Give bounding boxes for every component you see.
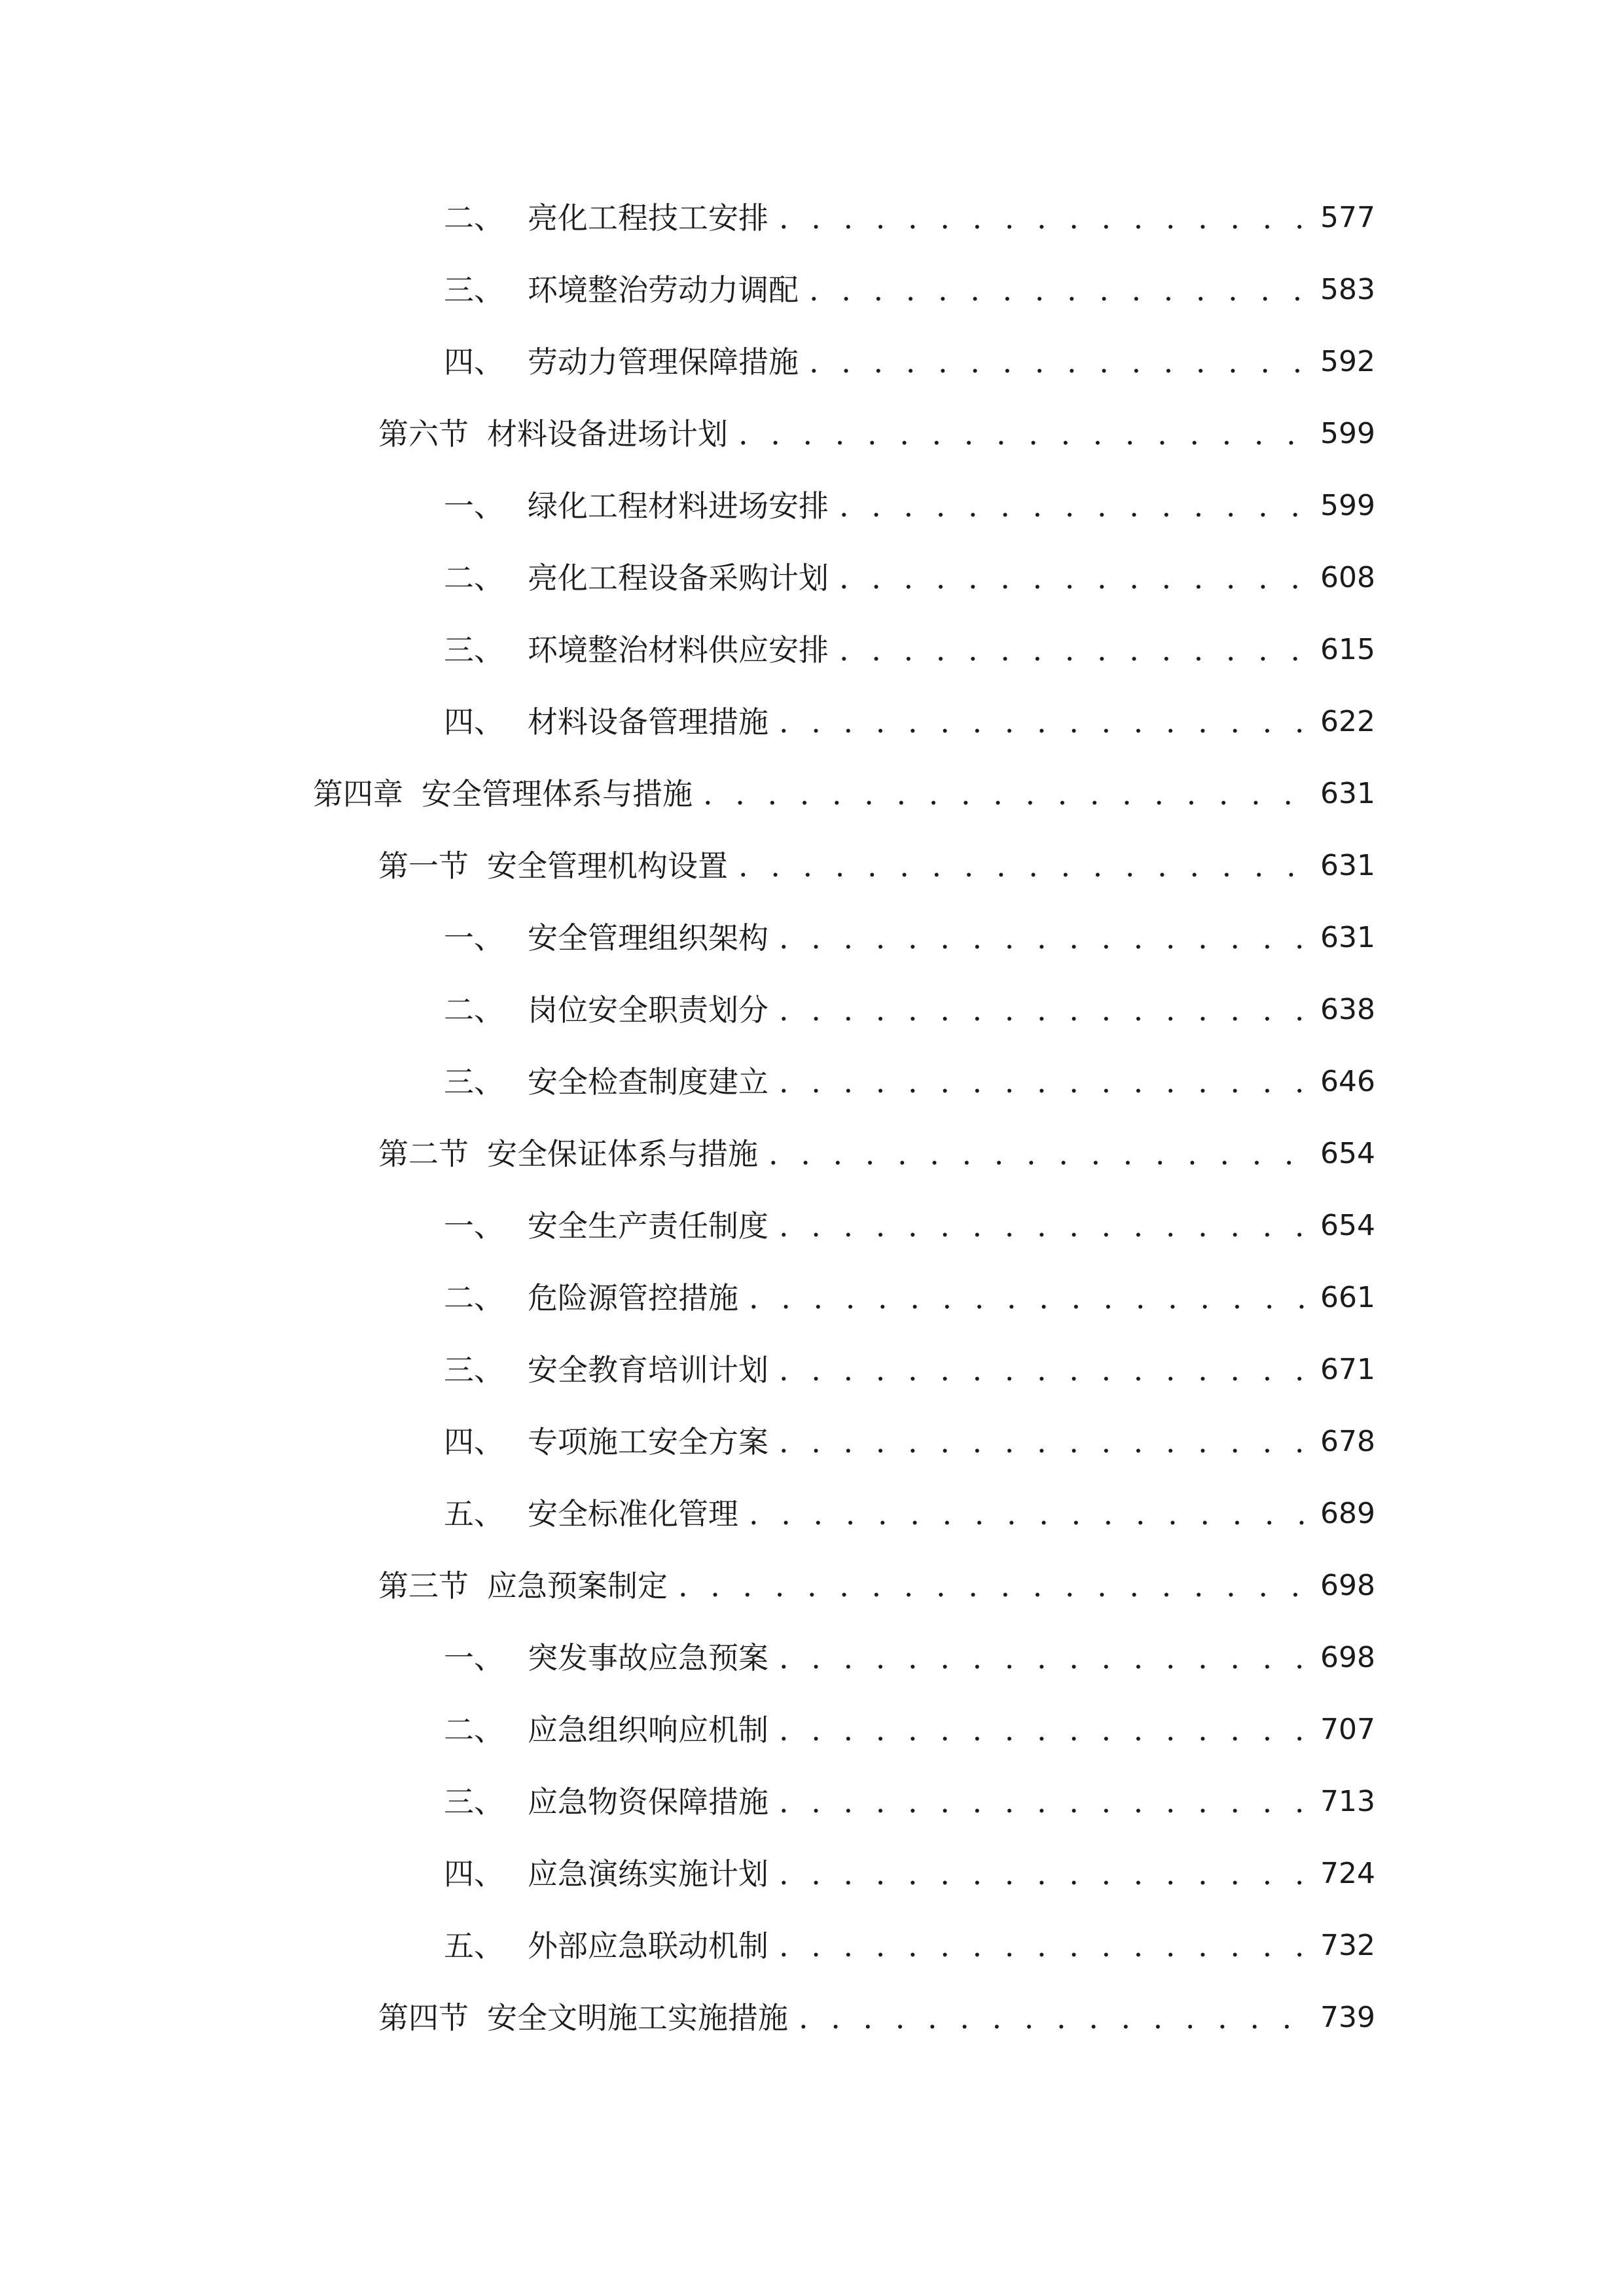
toc-entry-page: 654 xyxy=(1320,1209,1375,1242)
toc-entry-number: 三、 xyxy=(444,272,504,308)
toc-dot-leader xyxy=(779,1203,1311,1249)
toc-entry-number: 一、 xyxy=(444,1208,504,1244)
toc-entry-number: 二、 xyxy=(444,1280,504,1316)
toc-dot-leader xyxy=(779,1779,1311,1825)
toc-entry-title: 安全管理组织架构 xyxy=(528,920,768,956)
toc-entry-title: 危险源管控措施 xyxy=(528,1280,738,1316)
toc-entry-number: 第四章 xyxy=(313,776,403,812)
toc-entry-page: 678 xyxy=(1320,1425,1375,1458)
toc-entry-title: 专项施工安全方案 xyxy=(528,1424,768,1460)
toc-entry-page: 724 xyxy=(1320,1857,1375,1890)
toc-entry-number: 二、 xyxy=(444,992,504,1028)
toc-entry-number: 一、 xyxy=(444,488,504,524)
toc-entry[interactable] xyxy=(444,987,1375,1033)
toc-entry-page: 707 xyxy=(1320,1713,1375,1746)
toc-entry-number: 三、 xyxy=(444,1064,504,1100)
toc-entry-title: 应急物资保障措施 xyxy=(528,1784,768,1820)
toc-dot-leader xyxy=(779,1635,1311,1681)
toc-entry-title: 应急组织响应机制 xyxy=(528,1712,768,1748)
toc-entry-number: 五、 xyxy=(444,1496,504,1532)
toc-entry-number: 二、 xyxy=(444,1712,504,1748)
toc-dot-leader xyxy=(809,339,1311,385)
toc-entry-page: 599 xyxy=(1320,417,1375,450)
toc-entry-page: 599 xyxy=(1320,489,1375,522)
toc-dot-leader xyxy=(809,267,1311,313)
toc-entry[interactable] xyxy=(378,411,1375,457)
toc-entry-title: 安全管理体系与措施 xyxy=(422,776,693,812)
toc-entry-page: 631 xyxy=(1320,921,1375,954)
toc-entry-title: 亮化工程设备采购计划 xyxy=(528,560,829,596)
toc-entry-page: 661 xyxy=(1320,1281,1375,1314)
toc-entry-number: 二、 xyxy=(444,200,504,236)
toc-entry-page: 631 xyxy=(1320,777,1375,810)
toc-entry[interactable] xyxy=(378,1563,1375,1609)
toc-entry-title: 环境整治劳动力调配 xyxy=(528,272,799,308)
toc-entry-number: 一、 xyxy=(444,1640,504,1676)
toc-entry-number: 第一节 xyxy=(378,848,469,884)
toc-dot-leader xyxy=(779,987,1311,1033)
toc-dot-leader xyxy=(779,1707,1311,1753)
toc-dot-leader xyxy=(779,915,1311,961)
toc-entry-title: 安全生产责任制度 xyxy=(528,1208,768,1244)
toc-entry-page: 622 xyxy=(1320,705,1375,738)
toc-entry[interactable] xyxy=(444,627,1375,673)
toc-entry-page: 608 xyxy=(1320,561,1375,594)
toc-entry-title: 绿化工程材料进场安排 xyxy=(528,488,829,524)
toc-entry[interactable] xyxy=(444,1419,1375,1465)
toc-entry-page: 654 xyxy=(1320,1137,1375,1170)
toc-entry-number: 第六节 xyxy=(378,416,469,452)
toc-entry-title: 亮化工程技工安排 xyxy=(528,200,768,236)
toc-dot-leader xyxy=(779,1851,1311,1897)
toc-entry[interactable] xyxy=(378,843,1375,889)
toc-entry-number: 三、 xyxy=(444,632,504,668)
toc-entry-page: 577 xyxy=(1320,201,1375,234)
toc-dot-leader xyxy=(779,195,1311,241)
toc-entry-page: 698 xyxy=(1320,1569,1375,1602)
toc-entry[interactable] xyxy=(444,1275,1375,1321)
toc-dot-leader xyxy=(839,627,1311,673)
toc-dot-leader xyxy=(738,411,1311,457)
toc-entry-number: 三、 xyxy=(444,1352,504,1388)
toc-entry-title: 安全管理机构设置 xyxy=(487,848,728,884)
toc-dot-leader xyxy=(779,1347,1311,1393)
toc-entry-title: 应急演练实施计划 xyxy=(528,1856,768,1892)
toc-entry-page: 732 xyxy=(1320,1929,1375,1962)
toc-entry-page: 646 xyxy=(1320,1065,1375,1098)
toc-entry-title: 材料设备进场计划 xyxy=(487,416,728,452)
toc-entry-number: 四、 xyxy=(444,344,504,380)
toc-entry[interactable] xyxy=(444,1203,1375,1249)
toc-entry[interactable] xyxy=(444,1059,1375,1105)
toc-dot-leader xyxy=(703,771,1311,817)
toc-entry-page: 698 xyxy=(1320,1641,1375,1674)
toc-entry-page: 713 xyxy=(1320,1785,1375,1818)
toc-entry-title: 安全标准化管理 xyxy=(528,1496,738,1532)
toc-entry-title: 安全检查制度建立 xyxy=(528,1064,768,1100)
toc-dot-leader xyxy=(779,699,1311,745)
toc-entry-number: 二、 xyxy=(444,560,504,596)
toc-entry-number: 第三节 xyxy=(378,1568,469,1604)
toc-dot-leader xyxy=(839,483,1311,529)
toc-entry-title: 应急预案制定 xyxy=(487,1568,668,1604)
toc-entry-title: 安全保证体系与措施 xyxy=(487,1136,758,1172)
toc-entry-title: 安全教育培训计划 xyxy=(528,1352,768,1388)
toc-entry[interactable] xyxy=(444,1779,1375,1825)
toc-entry[interactable] xyxy=(444,699,1375,745)
toc-entry-number: 第二节 xyxy=(378,1136,469,1172)
toc-entry-page: 583 xyxy=(1320,273,1375,306)
toc-entry-number: 一、 xyxy=(444,920,504,956)
toc-entry[interactable] xyxy=(444,339,1375,385)
toc-entry[interactable] xyxy=(313,771,1375,817)
toc-dot-leader xyxy=(779,1419,1311,1465)
toc-entry-number: 四、 xyxy=(444,1856,504,1892)
toc-entry-title: 突发事故应急预案 xyxy=(528,1640,768,1676)
toc-entry-page: 671 xyxy=(1320,1353,1375,1386)
toc-entry-page: 631 xyxy=(1320,849,1375,882)
toc-entry[interactable] xyxy=(444,1923,1375,1969)
toc-entry-page: 638 xyxy=(1320,993,1375,1026)
toc-dot-leader xyxy=(768,1131,1311,1177)
toc-entry[interactable] xyxy=(444,1707,1375,1753)
toc-entry[interactable] xyxy=(444,1851,1375,1897)
toc-dot-leader xyxy=(779,1059,1311,1105)
toc-entry-number: 四、 xyxy=(444,1424,504,1460)
toc-entry[interactable] xyxy=(378,1131,1375,1177)
toc-entry-title: 岗位安全职责划分 xyxy=(528,992,768,1028)
toc-entry[interactable] xyxy=(444,1635,1375,1681)
toc-entry-number: 四、 xyxy=(444,704,504,740)
toc-dot-leader xyxy=(678,1563,1311,1609)
toc-entry[interactable] xyxy=(444,267,1375,313)
toc-entry-title: 劳动力管理保障措施 xyxy=(528,344,799,380)
toc-entry-title: 材料设备管理措施 xyxy=(528,704,768,740)
toc-entry[interactable] xyxy=(444,1491,1375,1537)
toc-entry-number: 第四节 xyxy=(378,2000,469,2036)
toc-entry-page: 689 xyxy=(1320,1497,1375,1530)
toc-dot-leader xyxy=(839,555,1311,601)
toc-entry-page: 615 xyxy=(1320,633,1375,666)
toc-dot-leader xyxy=(779,1923,1311,1969)
toc-dot-leader xyxy=(749,1275,1311,1321)
toc-entry-number: 三、 xyxy=(444,1784,504,1820)
toc-entry-title: 安全文明施工实施措施 xyxy=(487,2000,788,2036)
toc-entry[interactable] xyxy=(378,1995,1375,2041)
toc-entry[interactable] xyxy=(444,555,1375,601)
toc-entry-page: 592 xyxy=(1320,345,1375,378)
toc-entry-title: 外部应急联动机制 xyxy=(528,1928,768,1964)
toc-dot-leader xyxy=(738,843,1311,889)
toc-dot-leader xyxy=(749,1491,1311,1537)
toc-entry-page: 739 xyxy=(1320,2001,1375,2034)
toc-entry-number: 五、 xyxy=(444,1928,504,1964)
toc-dot-leader xyxy=(799,1995,1311,2041)
toc-entry-title: 环境整治材料供应安排 xyxy=(528,632,829,668)
toc-entry[interactable] xyxy=(444,483,1375,529)
toc-entry[interactable] xyxy=(444,1347,1375,1393)
toc-entry[interactable] xyxy=(444,915,1375,961)
toc-entry[interactable] xyxy=(444,195,1375,241)
